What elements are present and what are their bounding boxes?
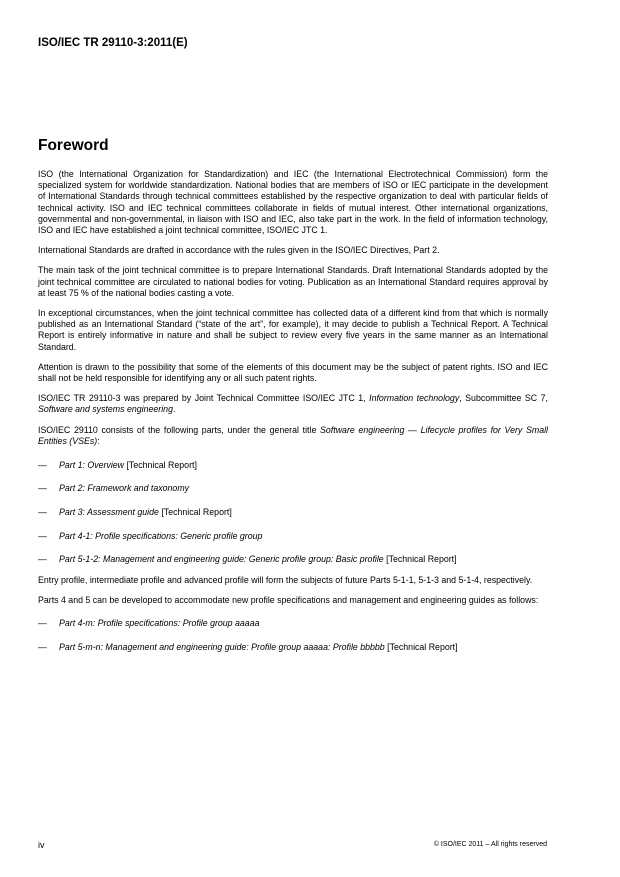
part-title: Part 2: Framework and taxonomy [59, 483, 190, 494]
list-dash: — [38, 618, 47, 629]
part-title: Part 1: Overview [59, 459, 125, 470]
page-number: iv [38, 840, 45, 850]
list-item [38, 618, 548, 629]
part-title: Part 5-m-n: Management and engineering guide: Profile group aaaaa: Profile bbbbb [59, 642, 385, 653]
future-parts-list [38, 618, 548, 653]
text-run: . [172, 404, 176, 415]
paragraph-directives: International Standards are drafted in accordance with the rules given in the ISO/IEC Directives, Part 2. [38, 245, 440, 256]
part-suffix: [Technical Report] [124, 459, 197, 470]
part-suffix: [Technical Report] [384, 642, 458, 653]
list-item [38, 483, 548, 494]
list-dash: — [38, 459, 47, 470]
part-title: Part 4-1: Profile specifications: Generic profile group [59, 530, 263, 541]
part-title: Part 4-m: Profile specifications: Profile group aaaaa [59, 618, 260, 629]
italic-run: Information technology [369, 393, 460, 404]
paragraph-parts-intro [38, 425, 548, 447]
list-dash: — [38, 554, 47, 565]
copyright-notice: © ISO/IEC 2011 – All rights reserved [433, 841, 547, 848]
text-run: ISO/IEC TR 29110-3 was prepared by Joint Technical Committee ISO/IEC JTC 1, [38, 393, 370, 404]
list-item [38, 507, 548, 518]
text-run: , Subcommittee SC 7, [459, 393, 548, 404]
list-dash: — [38, 530, 47, 541]
part-suffix: [Technical Report] [158, 506, 232, 517]
list-dash: — [38, 642, 47, 653]
section-title: Foreword [38, 137, 109, 154]
document-id-header: ISO/IEC TR 29110-3:2011(E) [38, 37, 188, 49]
paragraph-main-task: The main task of the joint technical committee is to prepare International Standards. Draft International Standards adopted by the joint technical committee are circulated to national bodies for voting. Publication as an International Standard requires approval by at least 75 % of the national bodies casting a vote. [38, 265, 548, 298]
list-item [38, 642, 548, 653]
italic-run: Software engineering — Lifecycle profiles for Very Small Entities (VSEs) [38, 424, 548, 446]
paragraph-exceptional: In exceptional circumstances, when the joint technical committee has collected data of a different kind from that which is normally published as an International Standard (“state of the art”, for example), it may decide to publish a Technical Report. A Technical Report is entirely informative in nature and shall be subject to review every five years in the same manner as an International Standard. [38, 308, 548, 352]
paragraph-patent: Attention is drawn to the possibility that some of the elements of this document may be the subject of patent rights. ISO and IEC shall not be held responsible for identifying any or all such patent rights. [38, 361, 548, 384]
list-item [38, 531, 548, 542]
paragraph-future-profiles: Entry profile, intermediate profile and advanced profile will form the subjects of future Parts 5-1-1, 5-1-3 and 5-1-4, respectively. [38, 574, 533, 585]
foreword-body [38, 169, 548, 666]
italic-run: Software and systems engineering [38, 404, 173, 415]
list-item [38, 554, 548, 565]
paragraph-future-parts: Parts 4 and 5 can be developed to accommodate new profile specifications and management and engineering guides as follows: [38, 594, 539, 605]
text-run: ISO/IEC 29110 consists of the following parts, under the general title [38, 424, 321, 435]
list-item [38, 460, 548, 471]
list-dash: — [38, 506, 47, 517]
text-run: : [97, 435, 100, 446]
part-suffix: [Technical Report] [383, 554, 457, 565]
part-title: Part 5-1-2: Management and engineering guide: Generic profile group: Basic profile [59, 554, 384, 565]
parts-list [38, 460, 548, 566]
paragraph-organizations: ISO (the International Organization for Standardization) and IEC (the International Electrotechnical Commission) form the specialized system for worldwide standardization. National bodies that are members of ISO or IEC participate in the development of International Standards through technical committees established by the respective organization to deal with particular fields of technical activity. ISO and IEC technical committees collaborate in fields of mutual interest. Other international organizations, governmental and non-governmental, in liaison with ISO and IEC, also take part in the work. In the field of information technology, ISO and IEC have established a joint technical committee, ISO/IEC JTC 1. [38, 169, 548, 236]
paragraph-prepared-by [38, 393, 548, 415]
part-title: Part 3: Assessment guide [59, 506, 159, 517]
list-dash: — [38, 483, 47, 494]
